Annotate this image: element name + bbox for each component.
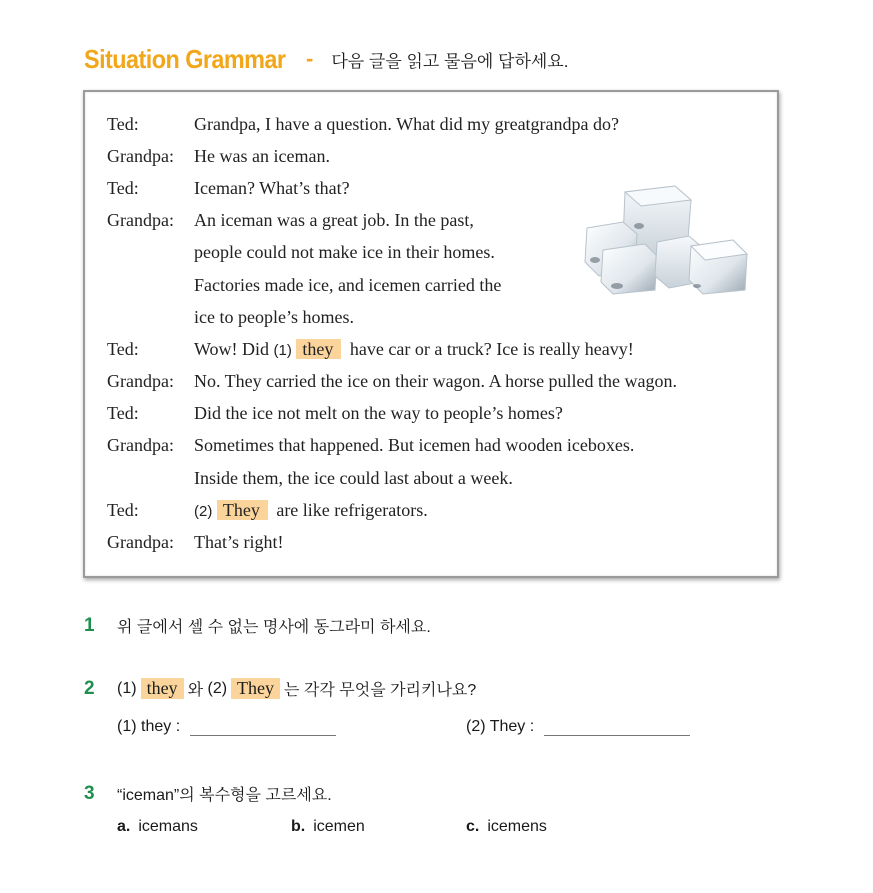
speaker: Ted: bbox=[107, 177, 139, 198]
highlighted-word-they: they bbox=[296, 339, 341, 359]
speech-post: are like refrigerators. bbox=[276, 499, 428, 520]
speech: Inside them, the ice could last about a week. bbox=[194, 467, 513, 488]
speaker: Grandpa: bbox=[107, 371, 174, 392]
answer-blank-They[interactable] bbox=[544, 719, 690, 736]
speech-post: have car or a truck? Ice is really heavy! bbox=[349, 338, 634, 359]
question-text: “iceman”의 복수형을 고르세요. bbox=[117, 787, 332, 804]
choice-a[interactable] bbox=[117, 818, 198, 836]
speech: That’s right! bbox=[194, 532, 284, 553]
question-number: 3 bbox=[84, 782, 95, 804]
choice-letter: b. bbox=[291, 818, 306, 835]
answer-label-they: (1) they : bbox=[117, 718, 181, 735]
dialogue-line bbox=[107, 301, 767, 333]
speech: people could not make ice in their homes. bbox=[194, 242, 495, 263]
dialogue-line bbox=[107, 140, 767, 172]
speaker: Ted: bbox=[107, 403, 139, 424]
speech: ice to people’s homes. bbox=[194, 306, 354, 327]
speaker: Grandpa: bbox=[107, 145, 174, 166]
speaker: Grandpa: bbox=[107, 532, 174, 553]
question-2 bbox=[84, 677, 476, 700]
speaker: Ted: bbox=[107, 338, 139, 359]
dialogue-passage-box bbox=[83, 90, 779, 578]
speech: He was an iceman. bbox=[194, 145, 330, 166]
speech: An iceman was a great job. In the past, bbox=[194, 210, 474, 231]
choice-text: icemen bbox=[313, 818, 365, 835]
dialogue-line bbox=[107, 398, 767, 430]
dialogue-line bbox=[107, 430, 767, 462]
instruction-text: 다음 글을 읽고 물음에 답하세요. bbox=[331, 51, 569, 71]
speech: Factories made ice, and icemen carried the bbox=[194, 274, 502, 295]
speaker: Ted: bbox=[107, 113, 139, 134]
title-dash: - bbox=[306, 46, 314, 71]
blank-number-1: (1) bbox=[273, 341, 292, 359]
dialogue bbox=[107, 108, 767, 559]
question-1 bbox=[84, 614, 431, 637]
speaker: Ted: bbox=[107, 499, 139, 520]
speech: No. They carried the ice on their wagon. A horse pulled the wagon. bbox=[194, 371, 678, 392]
dialogue-line bbox=[107, 526, 767, 558]
question-number: 2 bbox=[84, 677, 95, 699]
speech bbox=[194, 500, 428, 521]
speech: Grandpa, I have a question. What did my greatgrandpa do? bbox=[194, 113, 620, 134]
answer-blank-they[interactable] bbox=[190, 719, 336, 736]
question-number: 1 bbox=[84, 614, 95, 636]
choice-b[interactable] bbox=[291, 818, 365, 836]
choice-letter: c. bbox=[466, 818, 480, 835]
connector-text: 와 bbox=[187, 682, 204, 699]
question-text: 위 글에서 셀 수 없는 명사에 동그라미 하세요. bbox=[117, 619, 431, 636]
answer-row-1 bbox=[117, 718, 336, 736]
blank-number-2: (2) bbox=[194, 502, 213, 520]
speech-pre: Wow! Did bbox=[194, 338, 274, 359]
ref-number-2: (2) bbox=[207, 679, 228, 697]
dialogue-line bbox=[107, 366, 767, 398]
highlighted-word-They: They bbox=[231, 678, 280, 699]
dialogue-line bbox=[107, 108, 767, 140]
speaker: Grandpa: bbox=[107, 435, 174, 456]
speech: Did the ice not melt on the way to people’s homes? bbox=[194, 403, 563, 424]
section-title: Situation Grammar bbox=[84, 43, 286, 74]
answer-label-They: (2) They : bbox=[466, 718, 535, 735]
speech bbox=[194, 339, 634, 360]
dialogue-line bbox=[107, 494, 767, 526]
choice-text: icemens bbox=[487, 818, 547, 835]
choice-c[interactable] bbox=[466, 818, 547, 836]
choice-text: icemans bbox=[138, 818, 198, 835]
speaker: Grandpa: bbox=[107, 210, 174, 231]
answer-row-2 bbox=[466, 718, 690, 736]
question-3 bbox=[84, 782, 332, 805]
dialogue-line bbox=[107, 333, 767, 365]
speech: Iceman? What’s that? bbox=[194, 177, 350, 198]
highlighted-word-They: They bbox=[217, 500, 268, 520]
choice-letter: a. bbox=[117, 818, 131, 835]
ref-number-1: (1) bbox=[117, 679, 137, 697]
dialogue-line bbox=[107, 462, 767, 494]
highlighted-word-they: they bbox=[141, 678, 184, 699]
speech: Sometimes that happened. But icemen had wooden iceboxes. bbox=[194, 435, 635, 456]
ice-cubes-image bbox=[573, 178, 751, 296]
question-text: 는 각각 무엇을 가리키나요? bbox=[284, 682, 477, 699]
section-header bbox=[84, 42, 568, 76]
